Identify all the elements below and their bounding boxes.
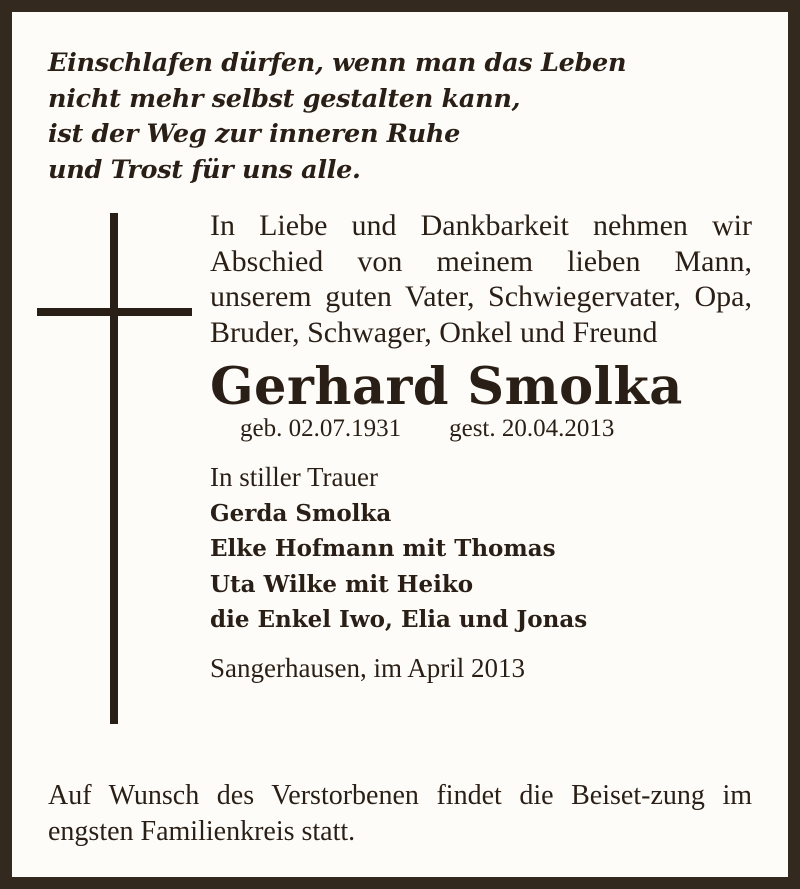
- mourner-name: Uta Wilke mit Heiko: [210, 570, 474, 598]
- life-dates: [210, 414, 752, 444]
- memorial-verse: [48, 46, 626, 188]
- birth-date: geb. 02.07.1931: [240, 415, 402, 442]
- mourners-block: [210, 460, 752, 638]
- funeral-note: Auf Wunsch des Verstorbenen findet die Beiset-zung im engsten Familienkreis statt.: [48, 780, 752, 847]
- place-date: Sangerhausen, im April 2013: [210, 652, 525, 683]
- verse-line: ist der Weg zur inneren Ruhe: [48, 119, 461, 149]
- mourning-heading: In stiller Trauer: [210, 462, 378, 492]
- verse-line: nicht mehr selbst gestalten kann,: [48, 83, 521, 114]
- deceased-name: Gerhard Smolka: [210, 357, 683, 417]
- mourner-name: Gerda Smolka: [210, 499, 392, 527]
- death-date: gest. 20.04.2013: [449, 415, 615, 442]
- intro-text: In Liebe und Dankbarkeit nehmen wir Abschied von meinem lieben Mann, unserem guten Vater, Schwiegervater, Opa, Bruder, Schwager, Onkel und Freund: [210, 209, 752, 349]
- main-text-block: [210, 208, 752, 686]
- mourner-name: die Enkel Iwo, Elia und Jonas: [210, 606, 588, 633]
- cross-icon: [110, 213, 118, 724]
- obituary-notice: [12, 12, 788, 877]
- verse-line: und Trost für uns alle.: [48, 154, 361, 185]
- cross-icon-bar: [37, 308, 192, 316]
- mourner-name: Elke Hofmann mit Thomas: [210, 535, 556, 562]
- verse-line: Einschlafen dürfen, wenn man das Leben: [48, 48, 627, 78]
